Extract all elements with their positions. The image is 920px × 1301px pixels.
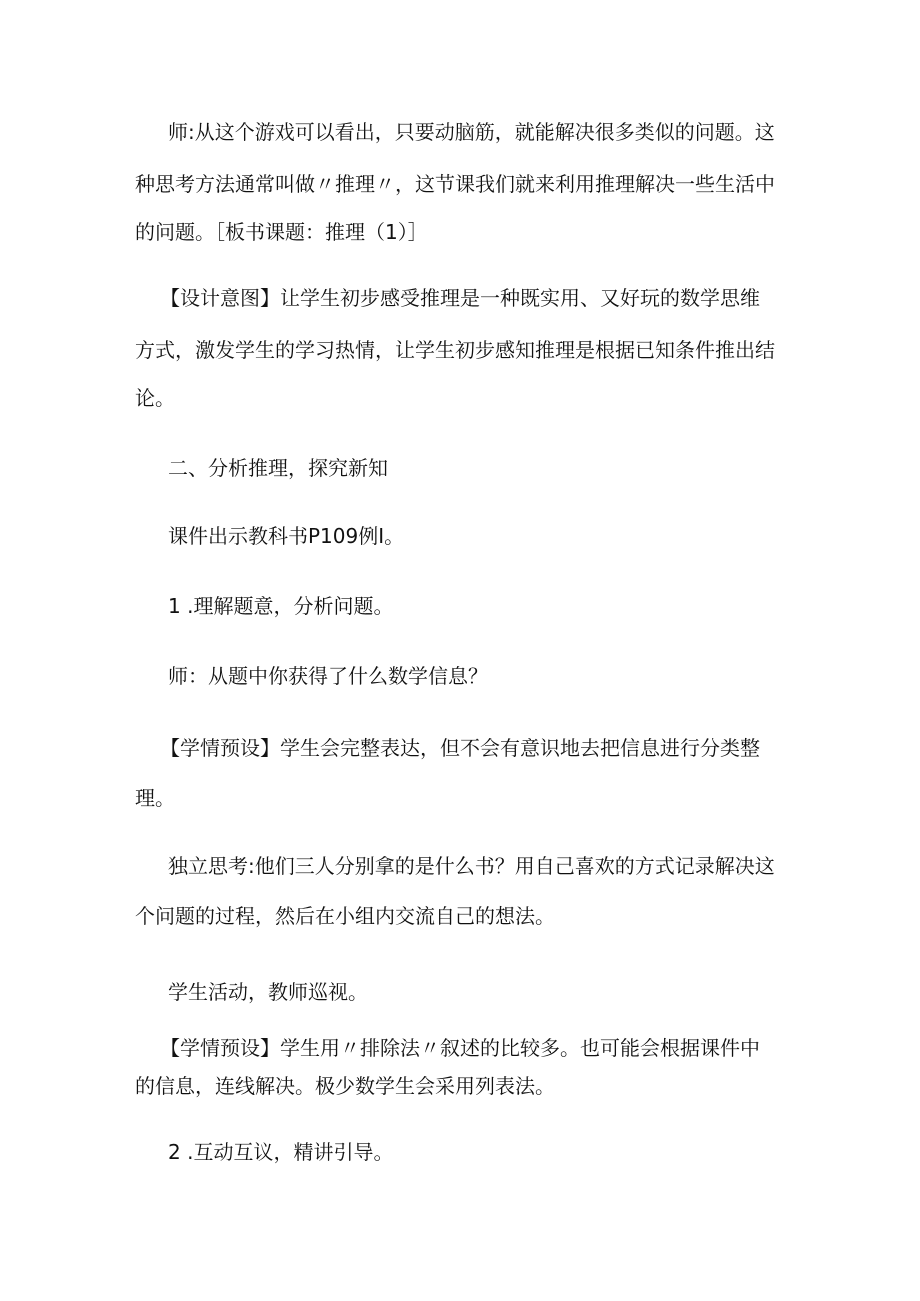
p9-line1: 学生活动，教师巡视。 [168, 980, 368, 1004]
p7-line2: 理。 [135, 786, 175, 810]
p1-line1: 师:从这个游戏可以看出，只要动脑筋，就能解决很多类似的问题。这 [168, 120, 775, 144]
p10-line1: 【学情预设】学生用〃排除法〃叙述的比较多。也可能会根据课件中 [160, 1036, 760, 1060]
p7-line1: 【学情预设】学生会完整表达，但不会有意识地去把信息进行分类整 [160, 736, 760, 760]
section-heading: 二、分析推理，探究新知 [168, 456, 388, 480]
p2-line1: 【设计意图】让学生初步感受推理是一种既实用、又好玩的数学思维 [160, 286, 760, 310]
p1-line2: 种思考方法通常叫做〃推理〃，这节课我们就来利用推理解决一些生活中 [135, 172, 775, 196]
p2-line2: 方式，激发学生的学习热情，让学生初步感知推理是根据已知条件推出结 [135, 338, 775, 362]
p4-line1: 课件出示教科书P109例I。 [168, 524, 405, 548]
p1-line3: 的问题。［板书课题：推理（1）］ [135, 220, 428, 244]
p8-line2: 个问题的过程，然后在小组内交流自己的想法。 [135, 904, 555, 928]
p8-line1: 独立思考:他们三人分别拿的是什么书？用自己喜欢的方式记录解决这 [168, 854, 775, 878]
p5-line1: 1 .理解题意，分析问题。 [168, 594, 394, 618]
p2-line3: 论。 [135, 386, 175, 410]
p10-line2: 的信息，连线解决。极少数学生会采用列表法。 [135, 1074, 555, 1098]
p6-line1: 师：从题中你获得了什么数学信息？ [168, 664, 488, 688]
p11-line1: 2 .互动互议，精讲引导。 [168, 1140, 394, 1164]
